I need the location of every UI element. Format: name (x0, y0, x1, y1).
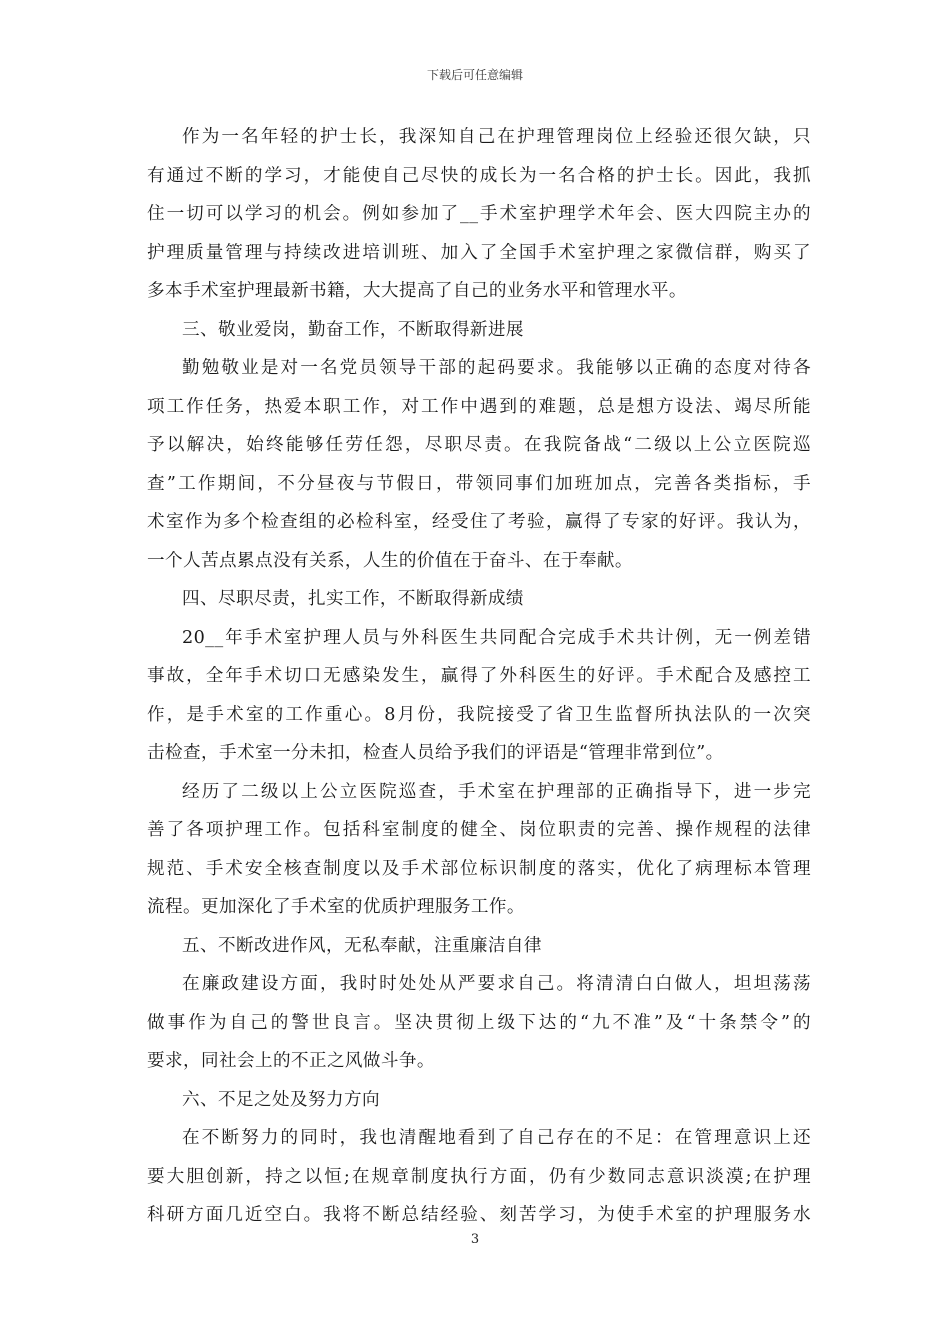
text-line: 有通过不断的学习，才能使自己尽快的成长为一名合格的护士长。因此，我抓 (147, 165, 811, 186)
page-number: 3 (470, 1232, 480, 1247)
text-line: 击检查，手术室一分未扣，检查人员给予我们的评语是“管理非常到位”。 (147, 743, 724, 763)
text-line: 做事作为自己的警世良言。坚决贯彻上级下达的“九不准”及“十条禁令”的 (147, 1012, 811, 1033)
text-line: 六、不足之处及努力方向 (182, 1089, 380, 1110)
text-line: 在廉政建设方面，我时时处处从严要求自己。将清清白白做人，坦坦荡荡 (182, 974, 811, 994)
text-line: 三、敬业爱岗，勤奋工作，不断取得新进展 (182, 319, 524, 340)
text-line: 住一切可以学习的机会。例如参加了__手术室护理学术年会、医大四院主办的 (147, 204, 811, 224)
text-line: 20__年手术室护理人员与外科医生共同配合完成手术共计例，无一例差错 (182, 627, 811, 648)
page-header: 下载后可任意编辑 (426, 68, 523, 82)
text-line: 要求，同社会上的不正之风做斗争。 (147, 1051, 435, 1071)
document-body (147, 118, 811, 1235)
text-line: 经历了二级以上公立医院巡查，手术室在护理部的正确指导下，进一步完 (182, 781, 811, 802)
text-line: 术室作为多个检查组的必检科室，经受住了考验，赢得了专家的好评。我认为， (147, 512, 811, 532)
text-line: 规范、手术安全核查制度以及手术部位标识制度的落实，优化了病理标本管理 (147, 858, 811, 879)
text-line: 五、不断改进作风，无私奉献，注重廉洁自律 (182, 935, 542, 956)
text-line: 项工作任务，热爱本职工作，对工作中遇到的难题，总是想方设法、竭尽所能 (147, 396, 811, 417)
text-line: 作为一名年轻的护士长，我深知自己在护理管理岗位上经验还很欠缺，只 (182, 127, 811, 147)
text-line: 一个人苦点累点没有关系，人生的价值在于奋斗、在于奉献。 (147, 550, 633, 571)
text-line: 善了各项护理工作。包括科室制度的健全、岗位职责的完善、操作规程的法律 (147, 820, 811, 840)
text-line: 科研方面几近空白。我将不断总结经验、刻苦学习，为使手术室的护理服务水 (147, 1205, 811, 1225)
text-line: 多本手术室护理最新书籍，大大提高了自己的业务水平和管理水平。 (147, 281, 687, 301)
text-line: 予以解决，始终能够任劳任怨，尽职尽责。在我院备战“二级以上公立医院巡 (147, 435, 811, 455)
text-line: 事故，全年手术切口无感染发生，赢得了外科医生的好评。手术配合及感控工 (147, 666, 811, 686)
text-line: 护理质量管理与持续改进培训班、加入了全国手术室护理之家微信群，购买了 (147, 242, 811, 263)
text-line: 四、尽职尽责，扎实工作，不断取得新成绩 (182, 589, 524, 609)
text-line: 查”工作期间，不分昼夜与节假日，带领同事们加班加点，完善各类指标，手 (147, 473, 811, 494)
text-line: 在不断努力的同时，我也清醒地看到了自己存在的不足：在管理意识上还 (182, 1128, 811, 1148)
text-line: 勤勉敬业是对一名党员领导干部的起码要求。我能够以正确的态度对待各 (182, 358, 811, 378)
text-line: 要大胆创新，持之以恒;在规章制度执行方面，仍有少数同志意识淡漠;在护理 (147, 1166, 811, 1187)
text-line: 作，是手术室的工作重心。8月份，我院接受了省卫生监督所执法队的一次突 (147, 704, 811, 725)
text-line: 流程。更加深化了手术室的优质护理服务工作。 (147, 897, 525, 917)
